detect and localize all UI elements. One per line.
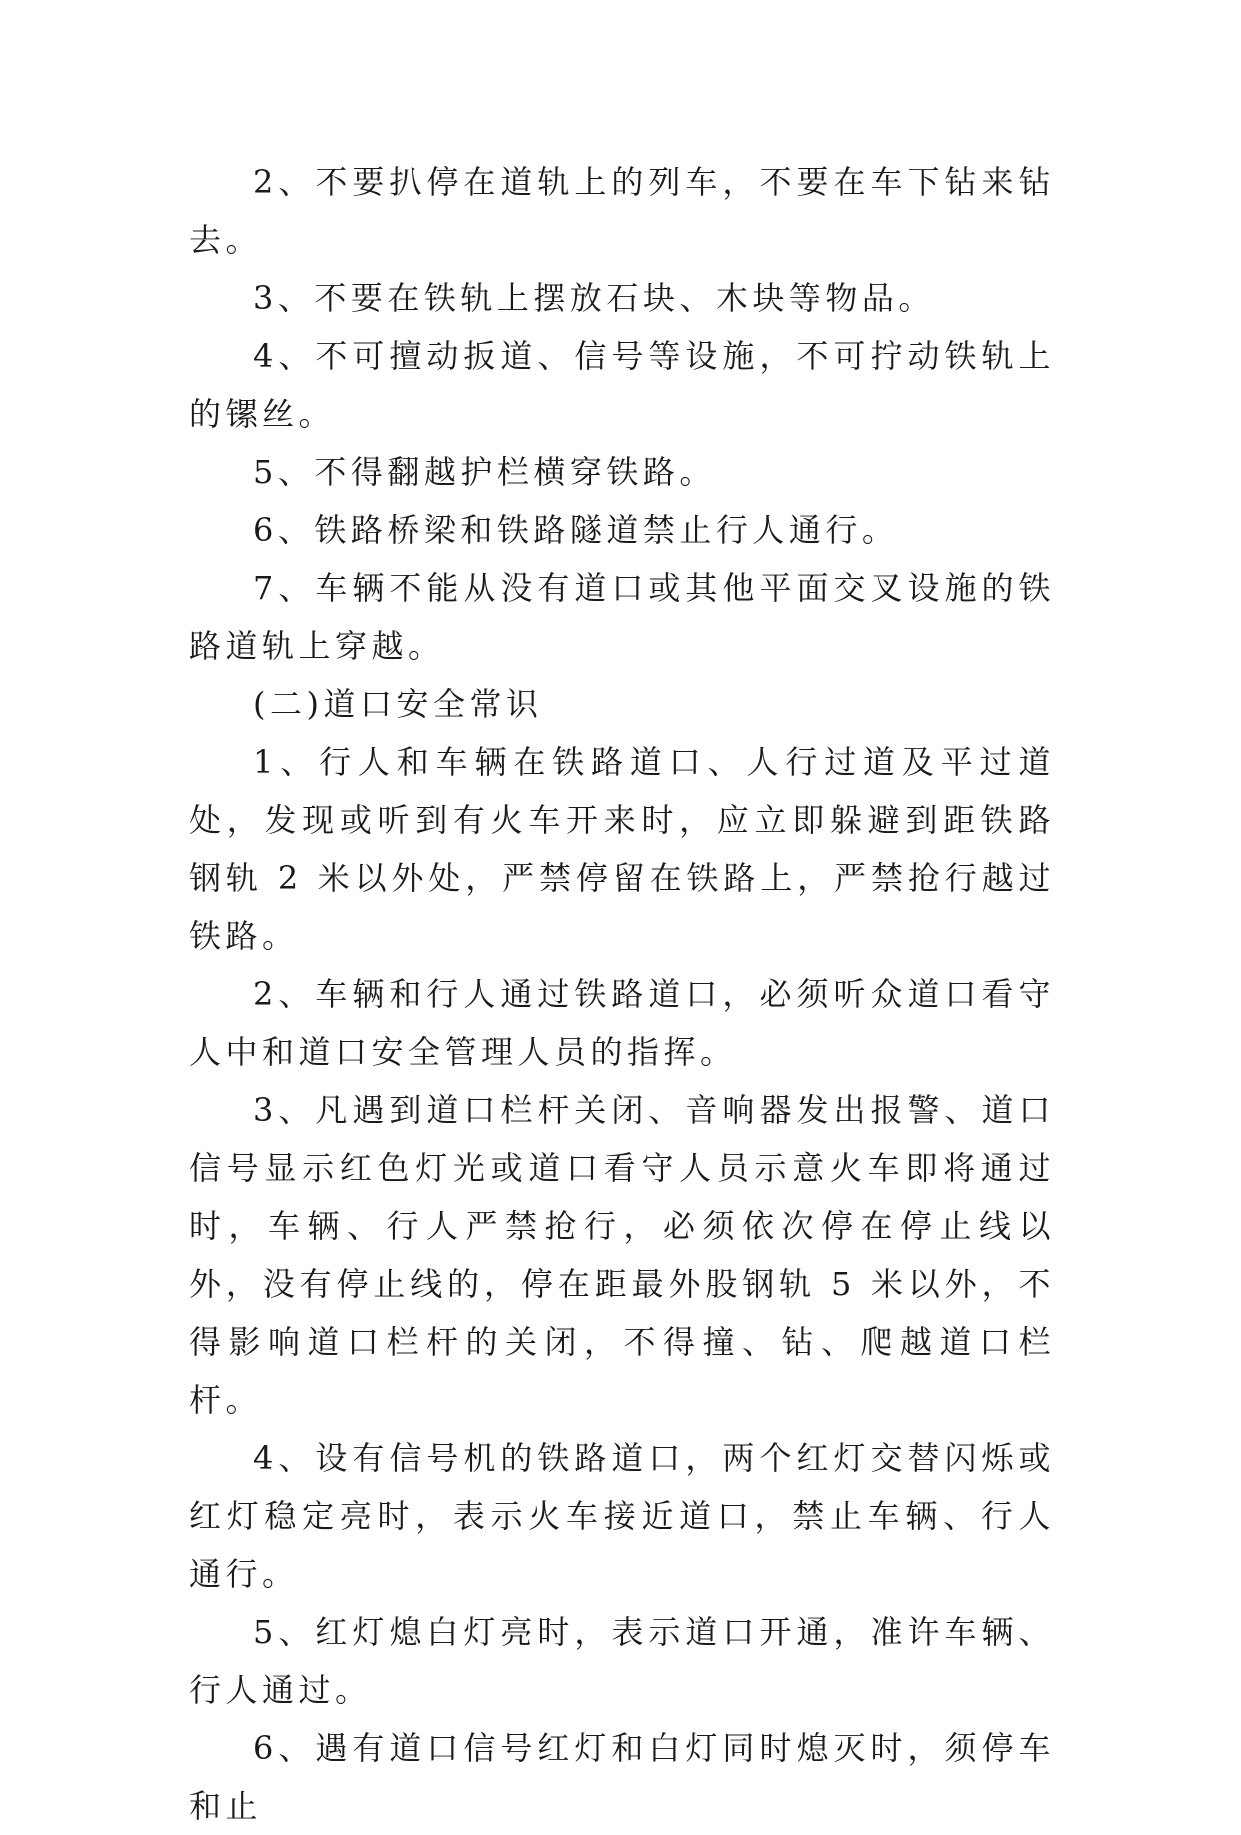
crossing-rule-2: 2、车辆和行人通过铁路道口，必须听众道口看守人中和道口安全管理人员的指挥。 <box>189 975 1055 1071</box>
crossing-rule-1: 1、行人和车辆在铁路道口、人行过道及平过道处，发现或听到有火车开来时，应立即躲避到距铁路钢轨 2 米以外处，严禁停留在铁路上，严禁抢行越过铁路。 <box>189 743 1055 955</box>
paragraph-item-2: 2、不要扒停在道轨上的列车，不要在车下钻来钻去。 <box>189 163 1055 259</box>
paragraph-item-6: 6、铁路桥梁和铁路隧道禁止行人通行。 <box>253 511 899 549</box>
document-body <box>189 153 1055 1835</box>
paragraph-item-7: 7、车辆不能从没有道口或其他平面交叉设施的铁路道轨上穿越。 <box>189 569 1055 665</box>
paragraph-item-3: 3、不要在铁轨上摆放石块、木块等物品。 <box>253 279 935 317</box>
crossing-rule-6: 6、遇有道口信号红灯和白灯同时熄灭时，须停车和止 <box>189 1729 1055 1825</box>
crossing-rule-5: 5、红灯熄白灯亮时，表示道口开通，准许车辆、行人通过。 <box>189 1613 1055 1709</box>
section-heading: (二)道口安全常识 <box>253 685 543 723</box>
paragraph-item-4: 4、不可擅动扳道、信号等设施，不可拧动铁轨上的镙丝。 <box>189 337 1055 433</box>
crossing-rule-4: 4、设有信号机的铁路道口，两个红灯交替闪烁或红灯稳定亮时，表示火车接近道口，禁止车辆、行人通行。 <box>189 1439 1055 1593</box>
crossing-rule-3: 3、凡遇到道口栏杆关闭、音响器发出报警、道口信号显示红色灯光或道口看守人员示意火车即将通过时，车辆、行人严禁抢行，必须依次停在停止线以外，没有停止线的，停在距最外股钢轨 5 米以外，不得影响道口栏杆的关闭，不得撞、钻、爬越道口栏杆。 <box>189 1091 1055 1419</box>
paragraph-item-5: 5、不得翻越护栏横穿铁路。 <box>253 453 716 491</box>
